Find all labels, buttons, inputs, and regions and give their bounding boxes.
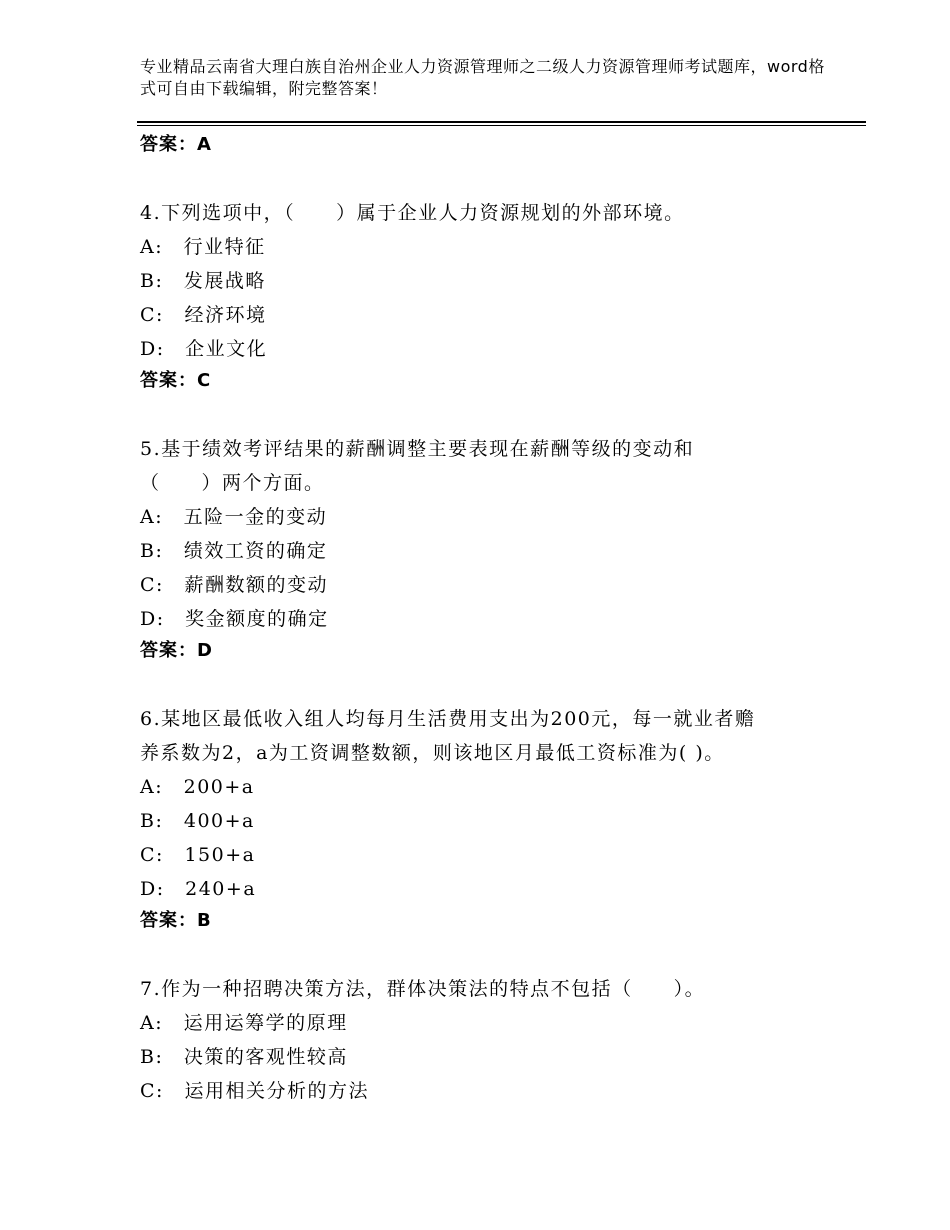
document-header: 专业精品云南省大理白族自治州企业人力资源管理师之二级人力资源管理师考试题库，word格式可自由下载编辑，附完整答案！ [140, 57, 825, 98]
question-6 [140, 702, 840, 940]
option-b: B: 决策的客观性较高 [140, 1046, 348, 1068]
answer-line: 答案：B [140, 910, 212, 931]
question-stem-line-1: 6.某地区最低收入组人均每月生活费用支出为200元，每一就业者赡 [140, 708, 756, 730]
option-b: B: 绩效工资的确定 [140, 540, 328, 562]
option-c: C: 薪酬数额的变动 [140, 574, 328, 596]
question-5 [140, 432, 840, 670]
option-c: C: 经济环境 [140, 304, 267, 326]
option-b: B: 400+a [140, 810, 255, 832]
question-stem-line-2: （ ）两个方面。 [140, 472, 325, 494]
question-7 [140, 972, 840, 1108]
option-d: D: 240+a [140, 878, 257, 900]
option-d: D: 奖金额度的确定 [140, 608, 329, 630]
option-b: B: 发展战略 [140, 270, 266, 292]
option-c: C: 150+a [140, 844, 256, 866]
option-a: A: 行业特征 [140, 236, 266, 258]
option-a: A: 200+a [140, 776, 255, 798]
question-list [140, 130, 840, 1108]
question-stem-line-2: 养系数为2，a为工资调整数额，则该地区月最低工资标准为( )。 [140, 742, 725, 764]
answer-line: 答案：D [140, 640, 213, 661]
option-c: C: 运用相关分析的方法 [140, 1080, 369, 1102]
question-stem: 7.作为一种招聘决策方法，群体决策法的特点不包括（ ）。 [140, 978, 706, 1000]
header-divider-thin [137, 125, 866, 126]
option-d: D: 企业文化 [140, 338, 268, 360]
option-a: A: 运用运筹学的原理 [140, 1012, 348, 1034]
option-a: A: 五险一金的变动 [140, 506, 328, 528]
question-stem-line-1: 5.基于绩效考评结果的薪酬调整主要表现在薪酬等级的变动和 [140, 438, 695, 460]
answer-line: 答案：C [140, 370, 212, 391]
answer-line: 答案：A [140, 134, 212, 155]
question-4 [140, 196, 840, 400]
question-stem: 4.下列选项中，（ ）属于企业人力资源规划的外部环境。 [140, 202, 685, 224]
header-divider-thick [137, 121, 866, 123]
